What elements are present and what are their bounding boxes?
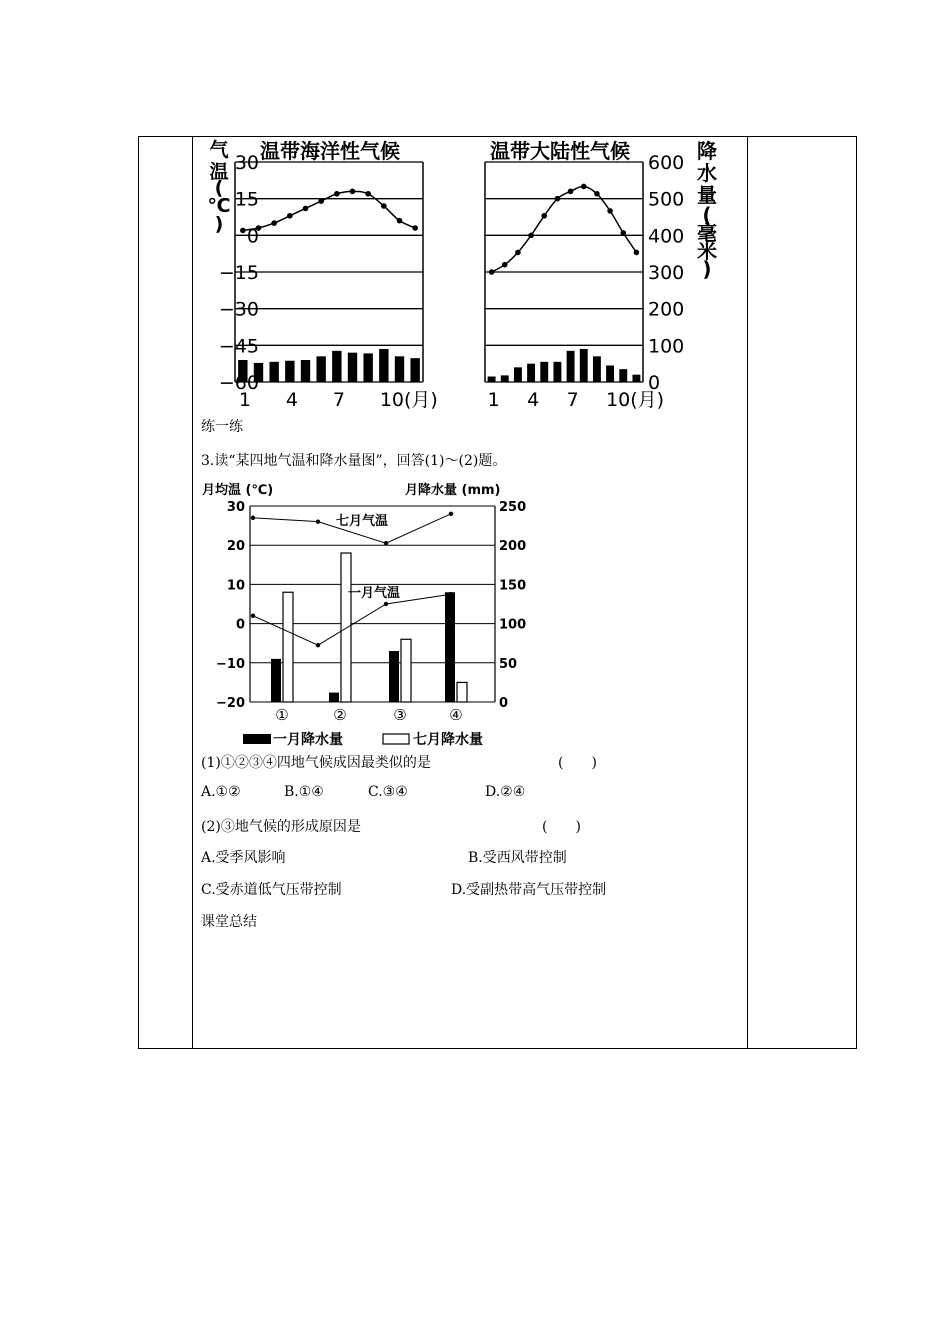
temperature-point [594, 191, 600, 197]
precip-bar [395, 356, 404, 382]
july-temp-point [316, 519, 320, 523]
x-tick-label: 10(月) [606, 389, 665, 411]
option-1c: C.③④ [368, 784, 408, 800]
right-axis-title: 月降水量 (mm) [405, 483, 501, 498]
legend-label-jan: 一月降水量 [273, 732, 343, 748]
temperature-point [303, 206, 309, 212]
temperature-point [634, 250, 640, 256]
y2-tick-label: 200 [499, 539, 527, 555]
x-tick-label: 4 [285, 389, 298, 411]
july-temp-point [251, 516, 255, 520]
y2-tick-label: 0 [499, 696, 509, 711]
temperature-point [397, 218, 403, 224]
y-tick-label: −20 [216, 696, 245, 711]
x-tick-label: 7 [332, 389, 345, 411]
sub-question-2: (2)③地气候的形成原因是 [201, 819, 361, 835]
y2-tick-label: 250 [499, 500, 527, 515]
july-temp-label: 七月气温 [336, 514, 389, 529]
temperature-point [581, 184, 587, 190]
category-label: ① [275, 706, 289, 724]
temperature-point [287, 213, 293, 219]
y-tick-label: −15 [218, 262, 259, 284]
precip-bar [269, 362, 278, 382]
precip-bar [593, 356, 601, 382]
y2-axis-title-char: 水 [697, 161, 717, 185]
jan-temp-point [251, 614, 255, 618]
precip-bar [540, 362, 548, 382]
jan-temp-point [316, 643, 320, 647]
temperature-point [607, 208, 613, 214]
y2-tick-label: 300 [648, 262, 685, 284]
x-tick-label: 4 [527, 389, 540, 411]
temperature-point [555, 196, 561, 202]
y-axis-title-char: ℃ [207, 195, 231, 217]
option-2d: D.受副热带高气压带控制 [451, 882, 607, 898]
y-tick-label: 0 [246, 225, 259, 248]
jan-precip-bar [445, 592, 455, 702]
temperature-point [240, 228, 246, 234]
temperature-point [489, 269, 495, 275]
y-tick-label: −60 [218, 372, 259, 394]
precip-bar [606, 366, 614, 383]
option-2a: A.受季风影响 [201, 850, 286, 866]
y2-axis-title-char: 毫 [697, 221, 717, 245]
y2-tick-label: 100 [648, 335, 685, 358]
y2-tick-label: 50 [499, 656, 518, 672]
four-location-chart-body [202, 482, 526, 748]
temperature-point [365, 191, 371, 197]
y2-axis-title-char: 米 [697, 239, 717, 263]
legend-swatch-jan [243, 734, 271, 744]
precip-bar [619, 369, 627, 382]
four-location-chart [200, 478, 540, 750]
answer-blank-1: ( ) [558, 755, 597, 771]
x-tick-label: 10(月) [379, 389, 438, 411]
legend-label-jul: 七月降水量 [413, 732, 483, 748]
temperature-point [541, 213, 547, 219]
y-axis-title-char: 温 [209, 161, 229, 183]
july-temp-point [384, 541, 388, 545]
jan-precip-bar [271, 659, 281, 702]
x-tick-label: 1 [238, 389, 251, 411]
jan-temp-point [449, 592, 453, 596]
climate-charts [207, 138, 717, 411]
option-2c: C.受赤道低气压带控制 [201, 882, 342, 898]
precip-bar [301, 360, 310, 382]
precip-bar [567, 351, 575, 382]
y2-tick-label: 400 [648, 225, 685, 248]
precip-bar [527, 364, 535, 382]
temperature-point [381, 203, 387, 209]
left-axis-title: 月均温 (℃) [202, 483, 274, 498]
temperature-point [318, 198, 324, 204]
y2-axis-title-char: 降 [697, 139, 717, 163]
temperature-point [515, 250, 521, 256]
precip-bar [553, 362, 561, 382]
x-tick-label: 1 [487, 389, 500, 411]
sub-question-1: (1)①②③④四地气候成因最类似的是 [201, 755, 431, 771]
y2-tick-label: 600 [648, 152, 685, 174]
precip-bar [363, 353, 372, 382]
jul-precip-bar [283, 592, 293, 702]
temperature-point [350, 189, 356, 195]
category-label: ③ [393, 706, 407, 724]
jan-precip-bar [329, 693, 339, 702]
option-1d: D.②④ [485, 784, 526, 800]
y2-tick-label: 200 [648, 298, 685, 321]
jan-precip-bar [389, 651, 399, 702]
temperature-point [502, 262, 508, 268]
jan-temp-label: 一月气温 [348, 586, 401, 601]
jul-precip-bar [401, 639, 411, 702]
y-tick-label: −45 [218, 335, 259, 358]
column-divider-left [192, 136, 193, 1049]
answer-blank-2: ( ) [542, 819, 581, 835]
jan-temp-point [384, 602, 388, 606]
option-1a: A.①② [201, 784, 241, 800]
y-tick-label: −10 [216, 656, 245, 672]
jul-precip-bar [457, 682, 467, 702]
precip-bar [348, 353, 357, 382]
column-divider-right [747, 136, 748, 1049]
jul-precip-bar [341, 553, 351, 702]
precip-bar [514, 367, 522, 382]
option-2b: B.受西风带控制 [468, 850, 567, 866]
y2-axis-title-char: 量 [697, 183, 717, 207]
practice-heading: 练一练 [201, 419, 243, 435]
y2-tick-label: 500 [648, 188, 685, 211]
category-label: ④ [449, 706, 463, 724]
precip-bar [285, 361, 294, 382]
precip-bar [316, 356, 325, 382]
precip-bar [410, 358, 419, 382]
temperature-point [271, 220, 277, 226]
precip-bar [379, 349, 388, 382]
temperature-point [334, 191, 340, 197]
chart-title: 温带海洋性气候 [260, 139, 400, 163]
temperature-point [620, 230, 626, 236]
temperature-point [412, 225, 418, 231]
y2-axis-title-char: ) [702, 257, 712, 281]
category-label: ② [333, 706, 347, 724]
y2-axis-title-char: ( [702, 203, 712, 227]
y-axis-title-char: ) [214, 213, 224, 235]
y2-tick-label: 0 [648, 372, 661, 394]
y-tick-label: 15 [234, 188, 259, 211]
y2-tick-label: 100 [499, 617, 527, 633]
climate-figure [200, 136, 730, 412]
y-tick-label: −30 [218, 298, 259, 321]
precip-bar [332, 351, 341, 382]
precip-bar [501, 375, 509, 382]
question-3: 3.读“某四地气温和降水量图”，回答(1)～(2)题。 [201, 453, 507, 469]
y2-tick-label: 150 [499, 578, 527, 594]
precip-bar [632, 375, 640, 382]
y-tick-label: 30 [226, 500, 245, 515]
legend-swatch-jul [383, 734, 409, 744]
option-1b: B.①④ [284, 784, 324, 800]
x-tick-label: 7 [566, 389, 579, 411]
y-tick-label: 30 [234, 152, 259, 174]
temperature-point [568, 189, 574, 195]
summary-heading: 课堂总结 [201, 914, 257, 930]
temperature-point [528, 233, 534, 239]
july-temp-point [449, 512, 453, 516]
y-tick-label: 0 [235, 617, 245, 633]
y-tick-label: 10 [226, 578, 245, 594]
temperature-line [243, 191, 415, 230]
y-tick-label: 20 [226, 539, 245, 555]
y-axis-title-char: ( [214, 177, 224, 199]
precip-bar [488, 377, 496, 383]
chart-title: 温带大陆性气候 [490, 139, 630, 163]
y-axis-title-char: 气 [209, 139, 229, 161]
precip-bar [580, 349, 588, 382]
